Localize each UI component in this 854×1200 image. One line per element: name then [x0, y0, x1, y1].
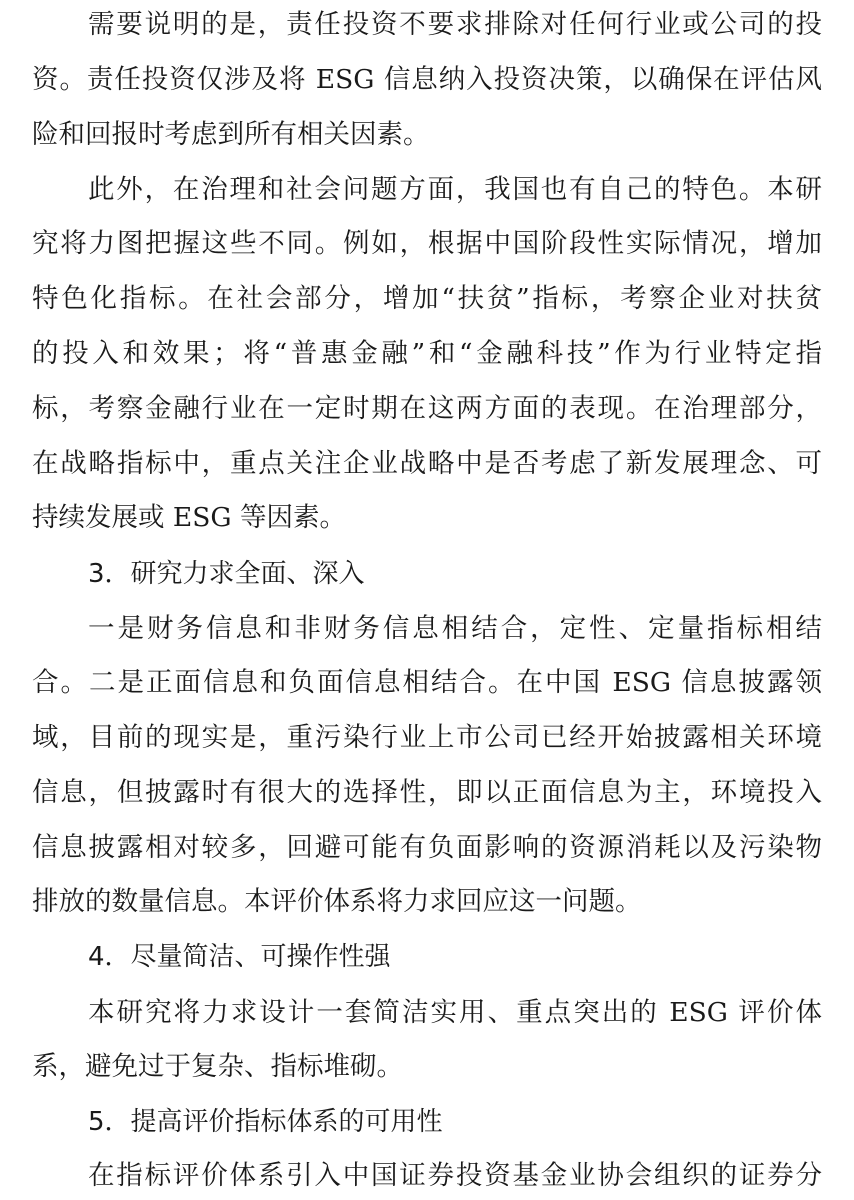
- paragraph-line: 资。责任投资仅涉及将 ESG 信息纳入投资决策，以确保在评估风: [32, 64, 822, 95]
- paragraph-line: 究将力图把握这些不同。例如，根据中国阶段性实际情况，增加: [32, 228, 822, 259]
- paragraph-line: 本研究将力求设计一套简洁实用、重点突出的 ESG 评价体: [88, 997, 822, 1028]
- paragraph-line: 的投入和效果；将“普惠金融”和“金融科技”作为行业特定指: [32, 338, 822, 369]
- paragraph-line: 此外，在治理和社会问题方面，我国也有自己的特色。本研: [88, 174, 822, 205]
- paragraph-line: 信息披露相对较多，回避可能有负面影响的资源消耗以及污染物: [32, 832, 822, 863]
- paragraph-line: 一是财务信息和非财务信息相结合，定性、定量指标相结: [88, 613, 822, 644]
- paragraph-line: 排放的数量信息。本评价体系将力求回应这一问题。: [32, 886, 642, 917]
- paragraph-line: 持续发展或 ESG 等因素。: [32, 502, 347, 533]
- paragraph-line: 在战略指标中，重点关注企业战略中是否考虑了新发展理念、可: [32, 448, 822, 479]
- paragraph-line: 险和回报时考虑到所有相关因素。: [32, 119, 430, 150]
- paragraph-line: 系，避免过于复杂、指标堆砌。: [32, 1051, 403, 1082]
- section-heading-5: 5．提高评价指标体系的可用性: [88, 1107, 443, 1137]
- paragraph-line: 在指标评价体系引入中国证券投资基金业协会组织的证券分: [88, 1160, 822, 1191]
- paragraph-line: 信息，但披露时有很大的选择性，即以正面信息为主，环境投入: [32, 777, 822, 808]
- section-heading-4: 4．尽量简洁、可操作性强: [88, 942, 391, 972]
- paragraph-line: 特色化指标。在社会部分，增加“扶贫”指标，考察企业对扶贫: [32, 283, 822, 314]
- paragraph-line: 需要说明的是，责任投资不要求排除对任何行业或公司的投: [88, 9, 822, 40]
- paragraph-line: 域，目前的现实是，重污染行业上市公司已经开始披露相关环境: [32, 722, 822, 753]
- paragraph-line: 合。二是正面信息和负面信息相结合。在中国 ESG 信息披露领: [32, 667, 822, 698]
- paragraph-line: 标，考察金融行业在一定时期在这两方面的表现。在治理部分，: [32, 393, 822, 424]
- section-heading-3: 3．研究力求全面、深入: [88, 559, 365, 589]
